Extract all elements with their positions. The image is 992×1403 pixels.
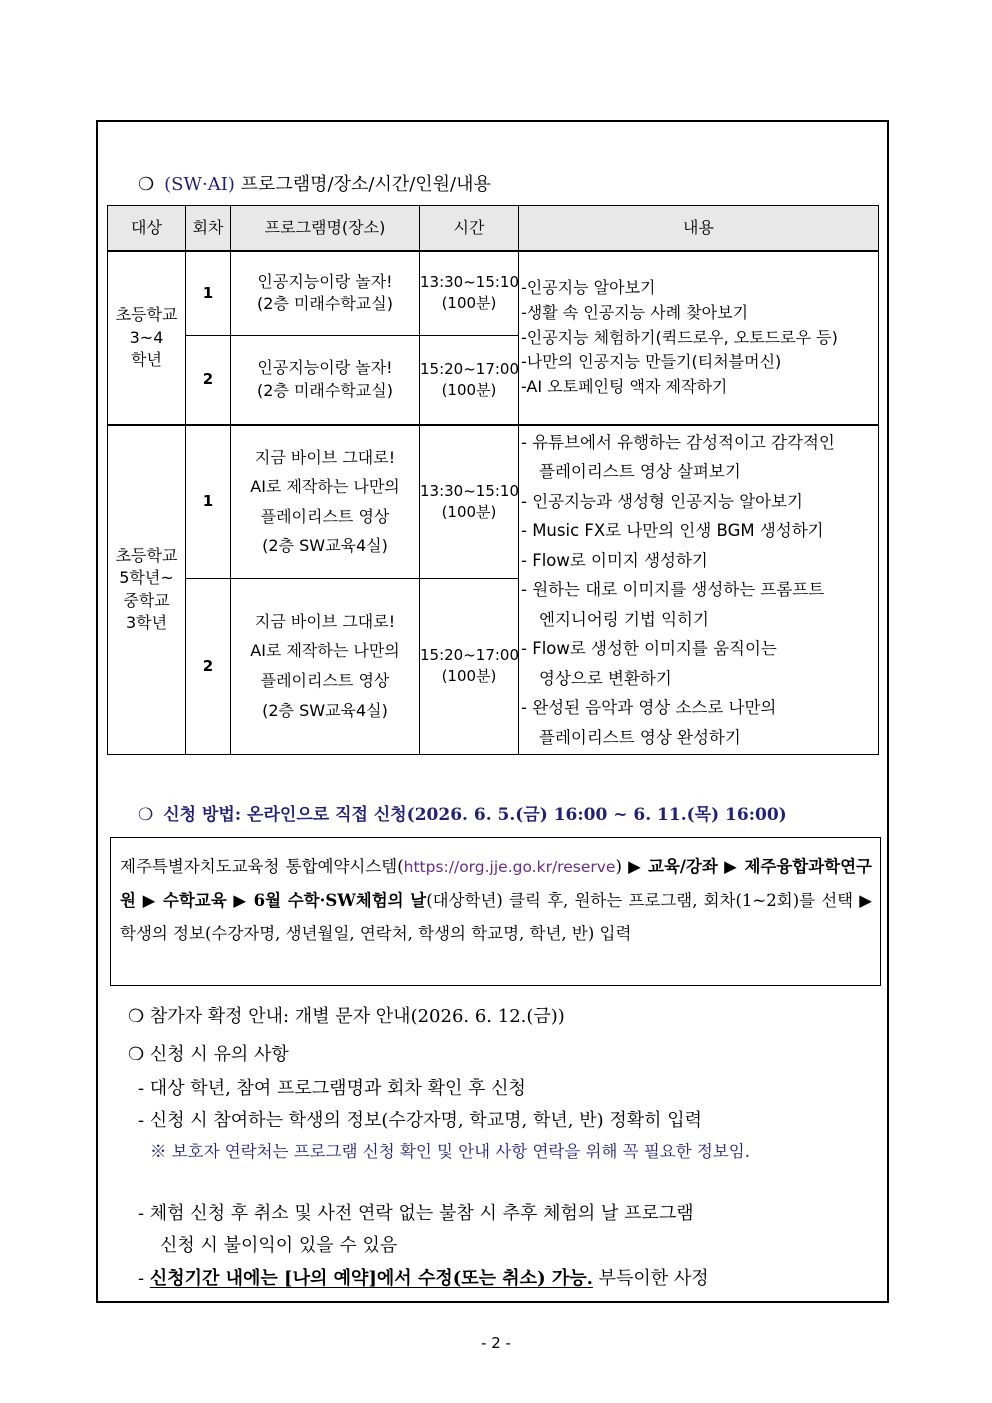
table-row (108, 425, 879, 578)
caution-item-4: - 신청기간 내에는 [나의 예약]에서 수정(또는 취소) 가능. 부득이한 사정 (138, 1268, 709, 1289)
time-cell: 15:20~17:00 (100분) (420, 335, 519, 425)
round-cell: 2 (186, 335, 231, 425)
program-name-cell: 인공지능이랑 놀자! (2층 미래수학교실) (231, 335, 420, 425)
header-program: 프로그램명(장소) (231, 206, 420, 252)
section-title-prefix: (SW·AI) (164, 174, 235, 195)
time-cell: 13:30~15:10 (100분) (420, 425, 519, 578)
round-cell: 1 (186, 251, 231, 335)
program-name-cell: 인공지능이랑 놀자! (2층 미래수학교실) (231, 251, 420, 335)
section-title-text: 프로그램명/장소/시간/인원/내용 (240, 174, 491, 195)
time-cell: 13:30~15:10 (100분) (420, 251, 519, 335)
apply-method-box: 제주특별자치도교육청 통합예약시스템(https://org.jje.go.kr/reserve) ▶ 교육/강좌 ▶ 제주융합과학연구원 ▶ 수학교육 ▶ 6월 수학·SW체험의 날(대상학년) 클릭 후, 원하는 프로그램, 회차(1~2회)를 선택 ▶ 학생의 정보(수강자명, 생년월일, 연락처, 학생의 학교명, 학년, 반) 입력 (110, 837, 881, 986)
section-title (138, 170, 491, 196)
caution-item-3: - 체험 신청 후 취소 및 사전 연락 없는 불참 시 추후 체험의 날 프로그램 (138, 1203, 694, 1224)
target-cell: 초등학교 3~4 학년 (108, 251, 186, 425)
round-cell: 2 (186, 578, 231, 754)
caution-item-2: - 신청 시 참여하는 학생의 정보(수강자명, 학교명, 학년, 반) 정확히 입력 (138, 1110, 702, 1131)
apply-title: ❍ 신청 방법: 온라인으로 직접 신청(2026. 6. 5.(금) 16:00 ~ 6. 11.(목) 16:00) (138, 805, 787, 825)
guardian-note: ※ 보호자 연락처는 프로그램 신청 확인 및 안내 사항 연락을 위해 꼭 필요한 정보임. (150, 1142, 750, 1161)
program-name-cell: 지금 바이브 그대로! AI로 제작하는 나만의 플레이리스트 영상 (2층 SW교육4실) (231, 578, 420, 754)
header-round: 회차 (186, 206, 231, 252)
target-cell: 초등학교 5학년~ 중학교 3학년 (108, 425, 186, 754)
program-table (107, 205, 879, 755)
time-cell: 15:20~17:00 (100분) (420, 578, 519, 754)
caution-item-1: - 대상 학년, 참여 프로그램명과 회차 확인 후 신청 (138, 1078, 526, 1099)
caution-item-3-cont: 신청 시 불이익이 있을 수 있음 (160, 1235, 398, 1256)
table-header-row (108, 206, 879, 252)
page-number: - 2 - (481, 1334, 511, 1352)
content-cell: -인공지능 알아보기 -생활 속 인공지능 사례 찾아보기 -인공지능 체험하기(퀵드로우, 오토드로우 등) -나만의 인공지능 만들기(티처블머신) -AI 오토페인팅 액자 제작하기 (519, 251, 879, 425)
reserve-link[interactable]: https://org.jje.go.kr/reserve (403, 858, 616, 876)
header-content: 내용 (519, 206, 879, 252)
circle-bullet-icon: ❍ (138, 174, 155, 195)
header-time: 시간 (420, 206, 519, 252)
caution-title: ❍ 신청 시 유의 사항 (128, 1044, 289, 1065)
program-name-cell: 지금 바이브 그대로! AI로 제작하는 나만의 플레이리스트 영상 (2층 SW교육4실) (231, 425, 420, 578)
circle-bullet-icon: ❍ (138, 805, 154, 825)
confirm-notice: ❍ 참가자 확정 안내: 개별 문자 안내(2026. 6. 12.(금)) (128, 1006, 565, 1027)
header-target: 대상 (108, 206, 186, 252)
table-row (108, 251, 879, 335)
content-cell: - 유튜브에서 유행하는 감성적이고 감각적인 플레이리스트 영상 살펴보기 - 인공지능과 생성형 인공지능 알아보기 - Music FX로 나만의 인생 BGM 생성하기 - Flow로 이미지 생성하기 - 원하는 대로 이미지를 생성하는 프롬프트 엔지니어링 기법 익히기 - Flow로 생성한 이미지를 움직이는 영상으로 변환하기 - 완성된 음악과 영상 소스로 나만의 플레이리스트 영상 완성하기 (519, 425, 879, 754)
round-cell: 1 (186, 425, 231, 578)
